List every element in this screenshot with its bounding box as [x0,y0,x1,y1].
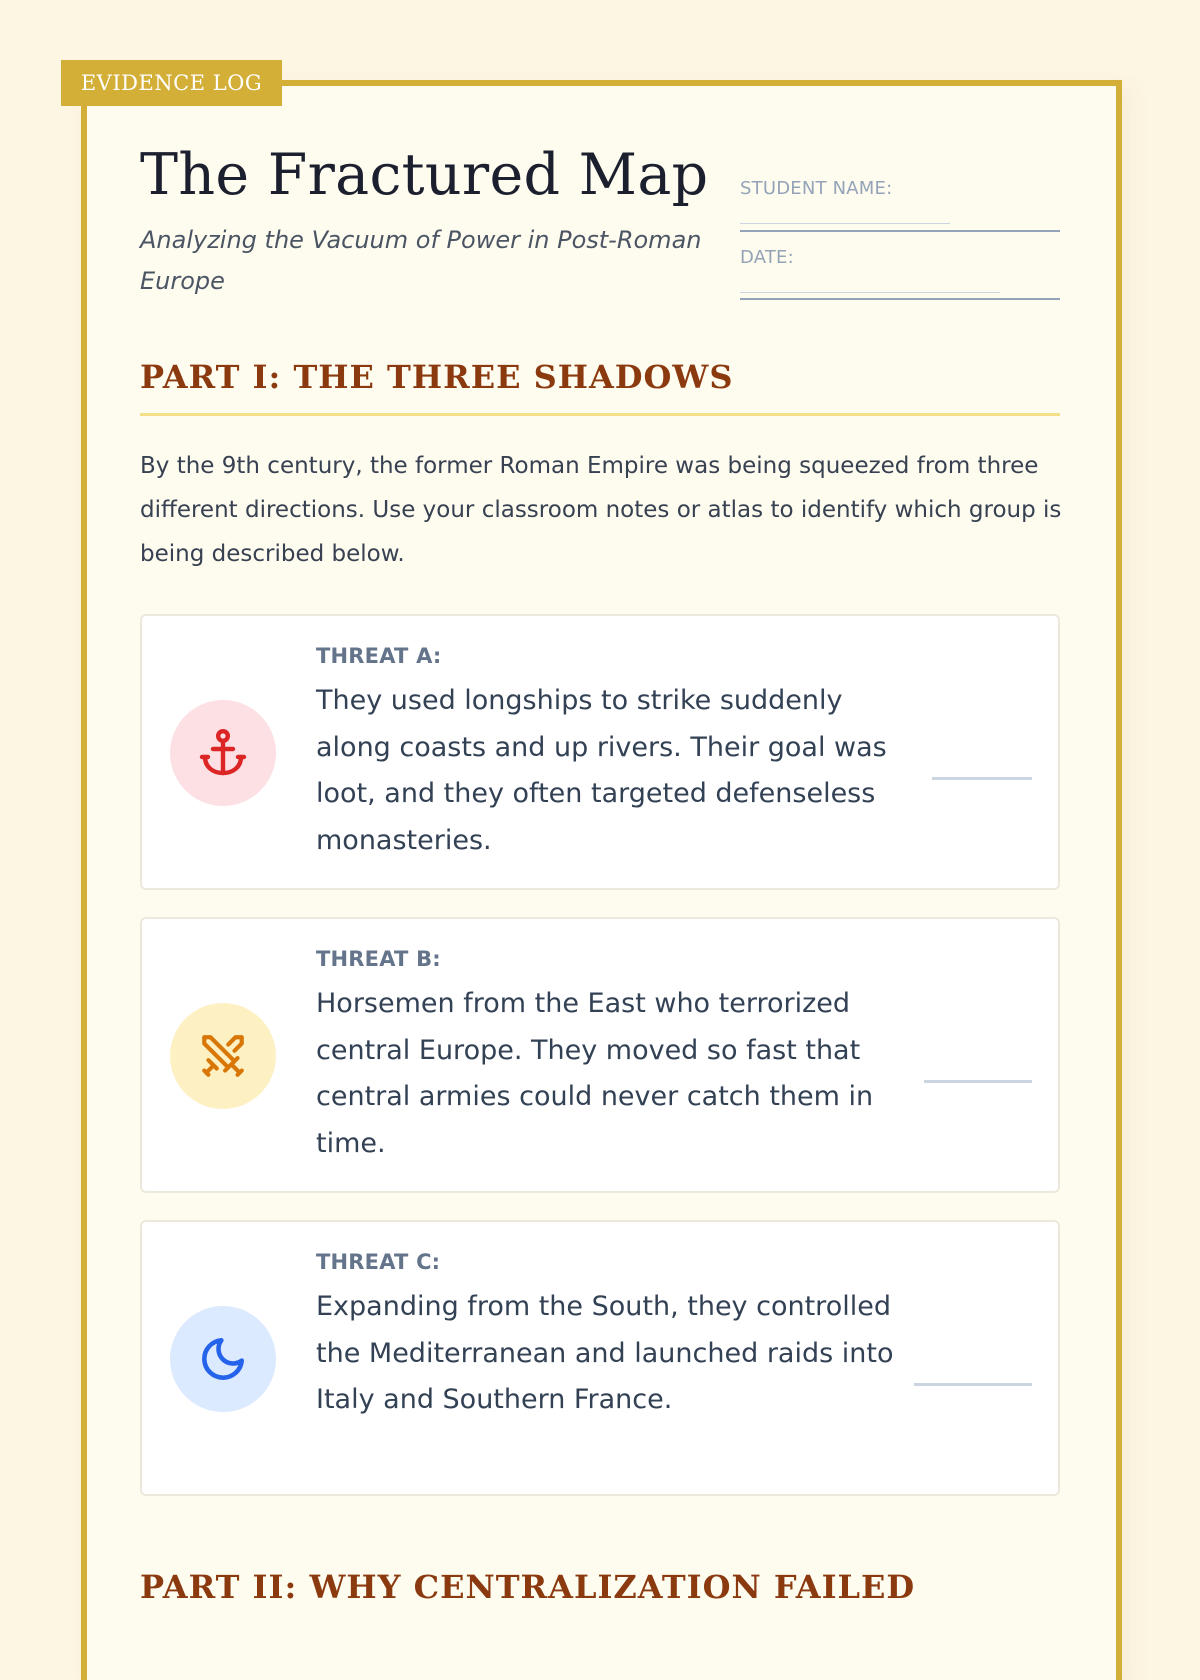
threat-b-answer-field[interactable] [924,1080,1032,1083]
threat-c-label: THREAT C: [316,1250,441,1274]
student-name-underscore [740,223,950,224]
threat-c-description: Expanding from the South, they controlled the Mediterranean and launched raids into Italy and Southern France. [316,1291,894,1415]
threat-c-answer-field[interactable] [914,1383,1032,1386]
page-title: The Fractured Map [140,142,709,208]
date-field[interactable] [740,298,1060,300]
threat-card-a [140,614,1060,890]
threat-b-icon-circle [170,1003,276,1109]
threat-a-label: THREAT A: [316,644,442,668]
crossed-swords-icon [198,1031,248,1081]
evidence-log-tab: EVIDENCE LOG [61,60,282,106]
date-label: DATE: [740,247,794,268]
crescent-moon-icon [198,1334,248,1384]
date-underscore [740,292,1000,293]
threat-card-b [140,917,1060,1193]
part1-title: PART I: THE THREE SHADOWS [140,358,734,396]
part1-intro: By the 9th century, the former Roman Empire was being squeezed from three different directions. Use your classroom notes or atlas to identify which group is being described below. [140,453,1062,567]
part2-title: PART II: WHY CENTRALIZATION FAILED [140,1568,916,1606]
anchor-icon [199,727,247,779]
threat-c-icon-circle [170,1306,276,1412]
threat-a-icon-circle [170,700,276,806]
threat-a-answer-field[interactable] [932,777,1032,780]
threat-b-description: Horsemen from the East who terrorized central Europe. They moved so fast that central armies could never catch them in time. [316,988,874,1159]
threat-a-description: They used longships to strike suddenly along coasts and up rivers. Their goal was loot, and they often targeted defenseless monasteries. [316,685,887,856]
page-subtitle: Analyzing the Vacuum of Power in Post-Roman Europe [140,226,702,295]
section-divider [140,413,1060,416]
student-name-label: STUDENT NAME: [740,178,893,199]
threat-card-c [140,1220,1060,1496]
student-name-field[interactable] [740,230,1060,232]
threat-b-label: THREAT B: [316,947,441,971]
